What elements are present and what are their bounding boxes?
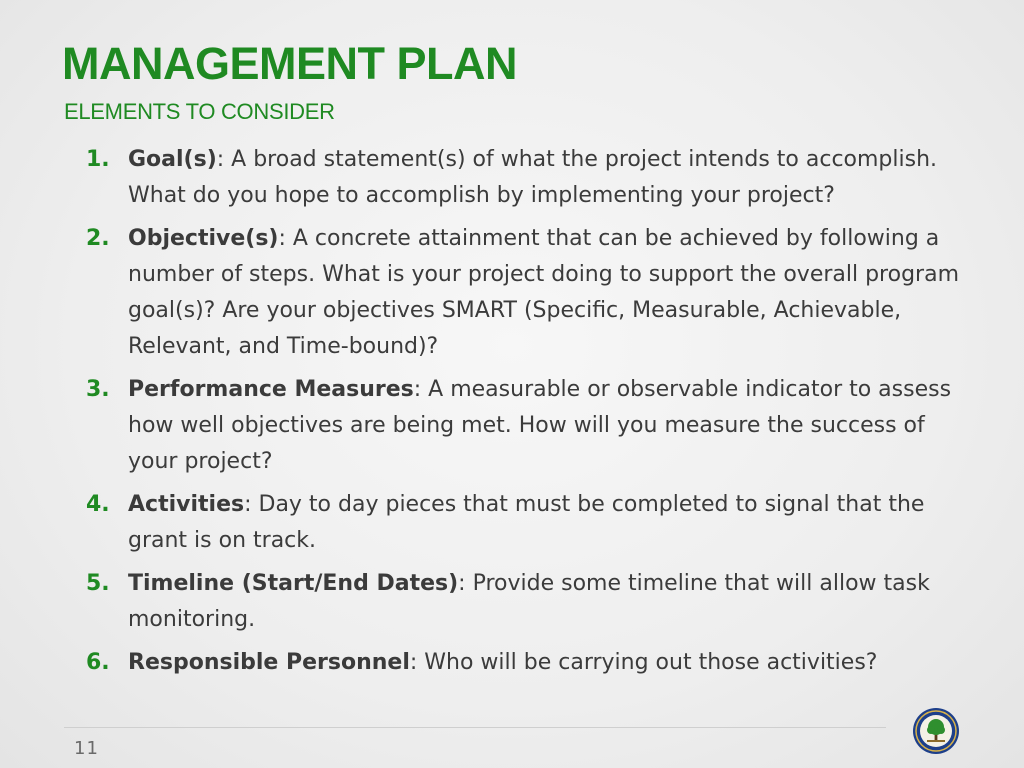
- footer-divider: [64, 727, 886, 728]
- page-number: 11: [74, 738, 99, 759]
- item-text: Provide some timeline that will allow task monitoring.: [128, 571, 930, 632]
- item-separator: :: [409, 650, 425, 675]
- item-term: Performance Measures: [128, 377, 414, 402]
- slide-subtitle: ELEMENTS TO CONSIDER: [64, 99, 335, 124]
- item-separator: :: [278, 226, 293, 251]
- item-number: 3.: [86, 377, 110, 402]
- elements-list: [86, 142, 966, 688]
- slide-title: MANAGEMENT PLAN: [62, 38, 517, 89]
- item-number: 1.: [86, 147, 110, 172]
- item-term: Responsible Personnel: [128, 650, 410, 675]
- item-term: Activities: [128, 492, 245, 517]
- item-term: Timeline (Start/End Dates): [128, 571, 459, 596]
- list-item: [86, 566, 966, 638]
- list-item: [86, 372, 966, 480]
- list-item: [86, 645, 966, 681]
- list-item: [86, 142, 966, 214]
- item-number: 2.: [86, 226, 110, 251]
- item-term: Goal(s): [128, 147, 217, 172]
- item-text: Day to day pieces that must be completed to signal that the grant is on track.: [128, 492, 925, 553]
- item-text: A broad statement(s) of what the project intends to accomplish. What do you hope to accomplish by implementing your project?: [128, 147, 938, 208]
- item-separator: :: [413, 377, 429, 402]
- item-separator: :: [458, 571, 473, 596]
- item-separator: :: [216, 147, 232, 172]
- item-separator: :: [244, 492, 259, 517]
- item-text: A concrete attainment that can be achieved by following a number of steps. What is your project doing to support the overall program goal(s)? Are your objectives SMART (Specific, Measurable, Achievable, Relevant, and Time-bound)?: [128, 226, 960, 359]
- item-text: Who will be carrying out those activities?: [424, 650, 878, 675]
- list-item: [86, 221, 966, 365]
- item-number: 4.: [86, 492, 110, 517]
- item-number: 6.: [86, 650, 110, 675]
- item-number: 5.: [86, 571, 110, 596]
- item-term: Objective(s): [128, 226, 279, 251]
- item-text: A measurable or observable indicator to assess how well objectives are being met. How will you measure the success of your project?: [128, 377, 952, 474]
- list-item: [86, 487, 966, 559]
- department-seal-icon: [912, 707, 960, 755]
